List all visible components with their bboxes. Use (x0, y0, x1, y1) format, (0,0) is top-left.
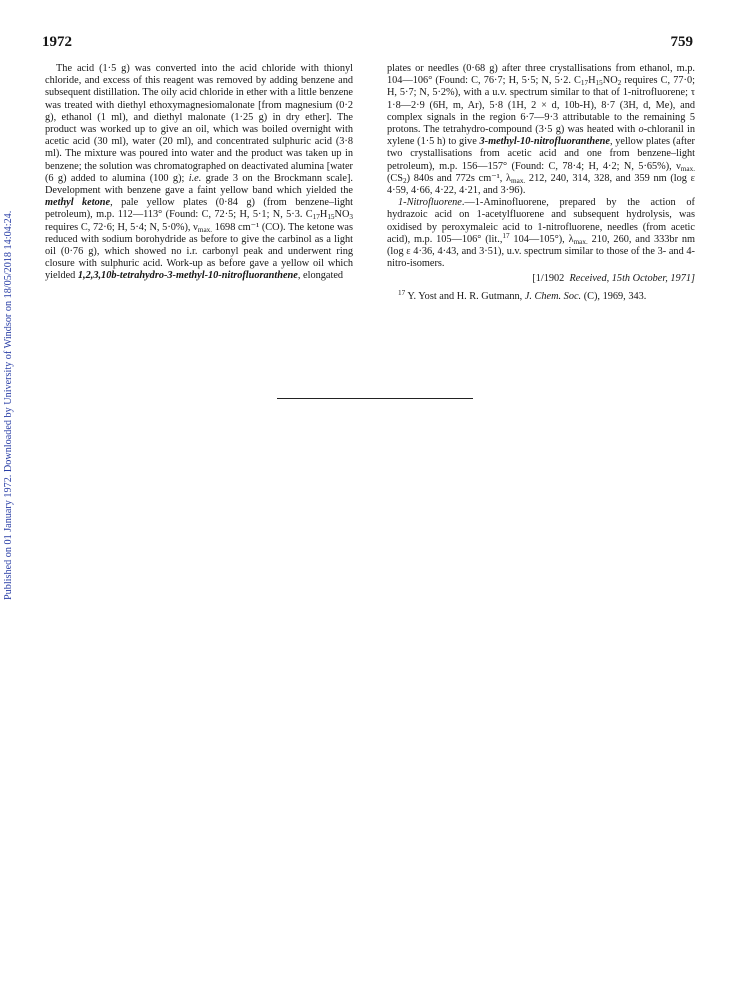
subscript-max: max. (197, 225, 213, 234)
compound-methyl-nitrofluoranthene: 3-methyl-10-nitrofluoranthene (479, 136, 610, 148)
text-run: NO (602, 75, 618, 87)
text-run: (CS (387, 172, 404, 184)
left-column (45, 63, 353, 283)
subscript-max: max. (511, 176, 526, 185)
end-rule (277, 398, 473, 399)
received-line (387, 273, 695, 285)
subscript-max: max. (573, 237, 588, 246)
text-run: 210, 260, and 333br nm (log ε 4·36, 4·43, and 3·51), u.v. spectrum similar to those of the 3- and 4-nitro-isomers. (387, 233, 695, 270)
text-run: -chloranil in xylene (1·5 h) to give (387, 124, 695, 148)
footnote (387, 288, 695, 303)
download-watermark: Published on 01 January 1972. Downloaded by University of Windsor on 18/05/2018 14:04:24. (3, 210, 14, 600)
header-year: 1972 (42, 34, 72, 50)
compound-methyl-ketone: methyl ketone (45, 197, 111, 209)
subscript: 2 (617, 79, 622, 88)
subscript: 17 (580, 79, 589, 88)
text-run: requires C, 72·6; H, 5·4; N, 5·0%), ν (45, 221, 198, 233)
page-header (42, 34, 693, 56)
text-run: , yellow plates (after two crystallisations from acetic acid and one from benzene–light petroleum), m.p. 156—157° (Found: C, 78·4; H, 4·2; N, 5·65%), ν (387, 136, 695, 172)
paragraph-nitrofluorene (387, 197, 695, 270)
journal-name: J. Chem. Soc. (524, 290, 582, 302)
subscript: 3 (349, 213, 353, 222)
italic-ortho: o (638, 124, 644, 136)
paragraph-acid-chloride (45, 63, 353, 283)
text-run: 212, 240, 314, 328, and 359 nm (log ε 4·59, 4·66, 4·22, 4·21, and 3·96). (387, 172, 695, 197)
text-run: (C), 1969, 343. (581, 290, 647, 302)
text-run: grade 3 on the Brockmann scale]. Development with benzene gave a faint yellow band which yielded the (45, 172, 353, 197)
compound-tetrahydro: 1,2,3,10b-tetrahydro-3-methyl-10-nitrofluoranthene (77, 270, 298, 282)
text-run: 1698 cm⁻¹ (CO). The ketone was reduced with sodium borohydride as before to give the carbinol as a light oil (0·76 g), which showed no i.r. carbonyl peak and underwent ring closure with sulphuric acid. Work-up as before gave a yellow oil which yielded (45, 221, 353, 282)
text-run: Y. Yost and H. R. Gutmann, (405, 290, 525, 302)
text-run: H (588, 75, 596, 87)
text-run: , elongated (297, 270, 344, 282)
subscript: 15 (595, 79, 603, 88)
header-page-number: 759 (670, 34, 693, 50)
text-run: , pale yellow plates (0·84 g) (from benzene–light petroleum), m.p. 112—113° (Found: C, 72·5; H, 5·1; N, 5·3. C (45, 197, 353, 221)
text-run: 104—105°), λ (509, 233, 574, 245)
text-run: The acid (1·5 g) was converted into the acid chloride with thionyl chloride, and excess of this reagent was removed by adding benzene and subsequent distillation. The oily acid chloride in ether with a little benzene was treated with diethyl ethoxymagnesiomalonate [from magnesium (0·2 g), ethanol (1 ml), and diethyl malonate (1·25 g) in dry ether]. The product was worked up to give an oil, which was boiled overnight with acetic acid (30 ml), water (20 ml), and concentrated sulphuric acid (3·8 ml). The mixture was poured into water and the product was taken up in benzene; the solution was chromatographed on deactivated alumina [water (6 g) added to alumina (100 g); (45, 63, 353, 184)
reference-marker: 17 (502, 231, 510, 240)
footnote-number: 17 (398, 288, 406, 297)
subscript-max: max. (680, 164, 695, 173)
subscript: 17 (312, 213, 320, 222)
text-run: H (319, 209, 328, 221)
text-run: .—1-Aminofluorene, prepared by the action of hydrazoic acid on 1-acetylfluorene and subsequent hydrolysis, was oxidised by peroxymaleic acid to 1-nitrofluorene, needles (from acetic acid), m.p. 105—106° (lit., (387, 197, 695, 245)
text-run: requires C, 77·0; H, 5·7; N, 5·2%), with a u.v. spectrum similar to that of 1-nitrofluorene; τ 1·8—2·9 (6H, m, Ar), 5·8 (1H, 2 × d, 10b-H), 8·7 (3H, d, Me), and complex signals in the region 6·7—9·3 attributable to the remaining 5 protons. The tetrahydro-compound (3·5 g) was heated with (387, 75, 695, 136)
text-run: plates or needles (0·68 g) after three crystallisations from ethanol, m.p. 104—106° (Found: C, 76·7; H, 5·5; N, 5·2. C (387, 63, 695, 87)
section-title-nitrofluorene: 1-Nitrofluorene (398, 197, 462, 209)
text-run: ) 840s and 772s cm⁻¹, λ (406, 172, 512, 184)
manuscript-code: [1/1902 (532, 273, 565, 285)
subscript: 2 (403, 176, 407, 185)
right-column (387, 63, 695, 303)
paragraph-continuation (387, 63, 695, 197)
italic-ie: i.e. (188, 172, 202, 184)
received-date: Received, 15th October, 1971] (569, 273, 695, 285)
text-run: NO (334, 209, 350, 221)
subscript: 15 (327, 213, 335, 222)
